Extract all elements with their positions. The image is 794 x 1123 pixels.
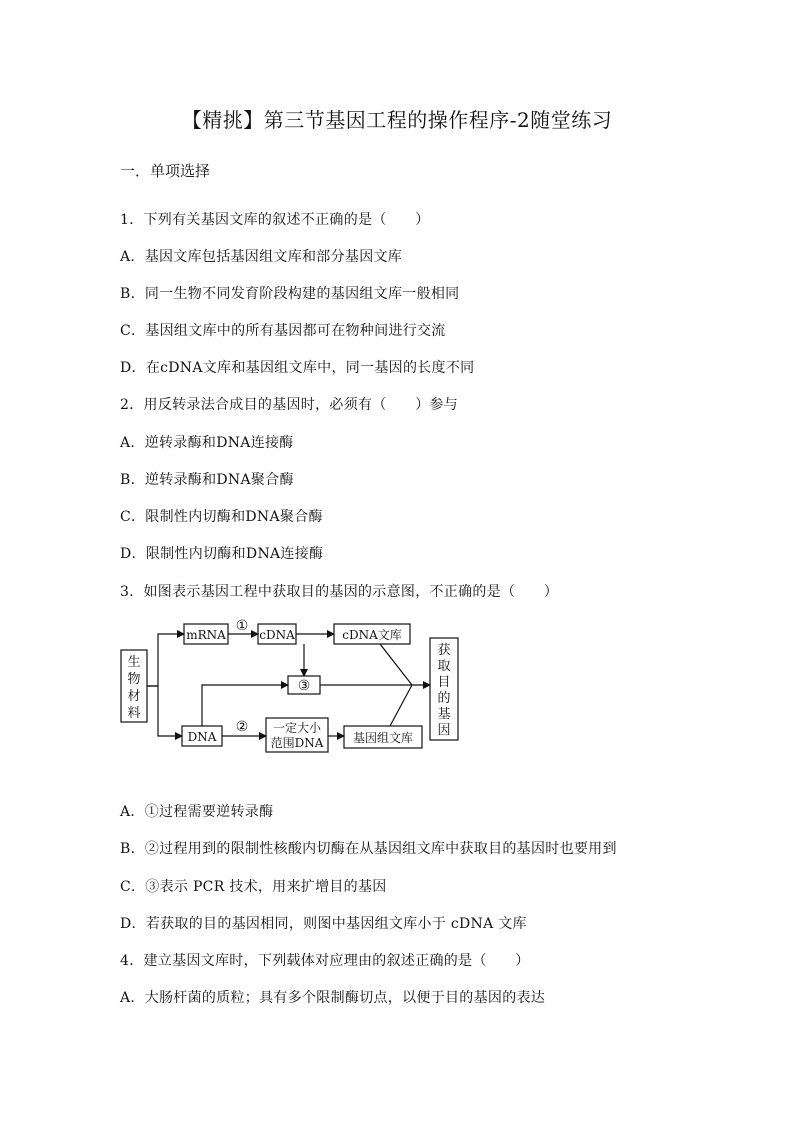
bio-material-char-2: 物	[127, 672, 141, 687]
mrna-label: mRNA	[186, 628, 226, 642]
question-2-option-b: B．逆转录酶和DNA聚合酶	[120, 472, 294, 488]
target-gene-char-5: 基	[437, 707, 451, 722]
bio-material-char-4: 料	[127, 706, 141, 721]
question-2-stem: 2．用反转录法合成目的基因时，必须有（ ）参与	[120, 397, 459, 413]
target-gene-char-3: 目	[437, 675, 451, 690]
genomic-library-label: 基因组文库	[352, 731, 414, 745]
question-1-option-a: A．基因文库包括基因组文库和部分基因文库	[120, 249, 403, 265]
question-4-option-a: A．大肠杆菌的质粒；具有多个限制酶切点，以便于目的基因的表达	[120, 990, 546, 1006]
question-4-stem: 4．建立基因文库时，下列载体对应理由的叙述正确的是（ ）	[120, 953, 530, 969]
question-3-option-d: D．若获取的目的基因相同，则图中基因组文库小于 cDNA 文库	[120, 916, 527, 932]
cdna-label: cDNA	[259, 628, 295, 642]
gene-acquisition-diagram	[118, 614, 468, 754]
question-3-stem: 3．如图表示基因工程中获取目的基因的示意图，不正确的是（ ）	[120, 584, 559, 600]
question-1-option-c: C．基因组文库中的所有基因都可在物种间进行交流	[120, 323, 446, 339]
question-3-option-b: B．②过程用到的限制性核酸内切酶在从基因组文库中获取目的基因时也要用到	[120, 841, 617, 857]
target-gene-char-4: 的	[437, 691, 451, 706]
question-2-option-a: A．逆转录酶和DNA连接酶	[120, 435, 294, 451]
question-3-option-a: A．①过程需要逆转录酶	[120, 804, 274, 820]
bio-material-char-1: 生	[127, 655, 141, 670]
page-title: 【精挑】第三节基因工程的操作程序-2随堂练习	[181, 108, 613, 132]
question-1-option-b: B．同一生物不同发育阶段构建的基因组文库一般相同	[120, 286, 460, 302]
bio-material-char-3: 材	[127, 689, 141, 704]
question-2-option-c: C．限制性内切酶和DNA聚合酶	[120, 509, 323, 525]
step-3-label: ③	[297, 678, 311, 694]
question-1-option-d: D．在cDNA文库和基因组文库中，同一基因的长度不同	[120, 360, 475, 376]
target-gene-char-6: 因	[437, 723, 451, 738]
section-heading: 一．单项选择	[120, 162, 211, 180]
cdna-library-label: cDNA文库	[342, 628, 402, 642]
question-2-option-d: D．限制性内切酶和DNA连接酶	[120, 546, 324, 562]
target-gene-char-1: 获	[437, 643, 451, 658]
question-3-option-c: C．③表示 PCR 技术，用来扩增目的基因	[120, 879, 387, 895]
dna-label: DNA	[187, 730, 217, 744]
target-gene-char-2: 取	[437, 659, 451, 674]
fragment-label-line-2: 范围DNA	[270, 736, 324, 750]
fragment-label-line-1: 一定大小	[272, 721, 322, 735]
step-1-label: ①	[235, 618, 249, 634]
question-1-stem: 1．下列有关基因文库的叙述不正确的是（ ）	[120, 212, 430, 228]
step-2-label: ②	[235, 719, 249, 735]
